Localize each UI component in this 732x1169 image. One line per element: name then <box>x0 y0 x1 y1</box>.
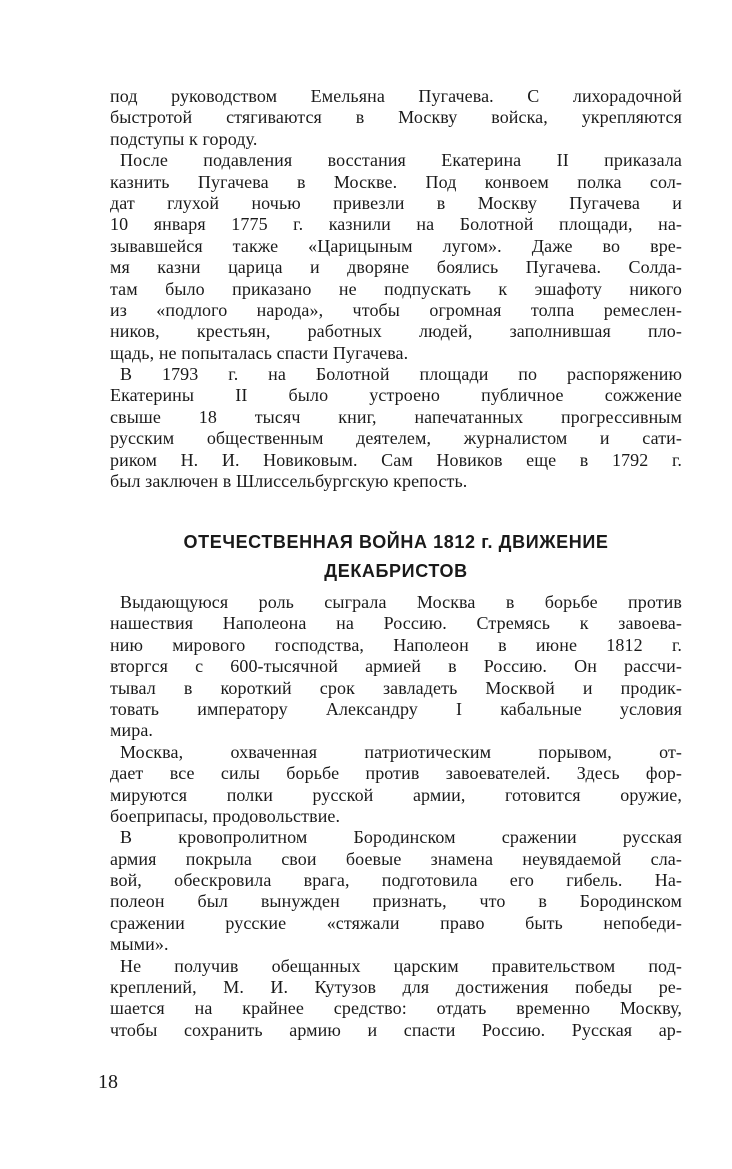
text-line: зывавшейся также «Царицыным лугом». Даже во вре- <box>110 235 682 256</box>
text-line: мира. <box>110 720 154 741</box>
section-heading <box>110 528 682 586</box>
text-line: ников, крестьян, работных людей, заполнившая пло- <box>110 321 682 342</box>
text-line: Москва, охваченная патриотическим порывом, от- <box>120 741 682 762</box>
text-line: был заключен в Шлиссельбургскую крепость. <box>110 471 468 492</box>
text-line: После подавления восстания Екатерина II приказала <box>120 150 682 171</box>
text-line: вторгся с 600-тысячной армией в Россию. Он рассчи- <box>110 656 682 677</box>
text-line: казнить Пугачева в Москве. Под конвоем полка сол- <box>110 171 682 192</box>
text-line: под руководством Емельяна Пугачева. С лихорадочной <box>110 86 682 106</box>
text-line: В кровопролитном Бородинском сражении русская <box>120 827 682 848</box>
text-block-pugachev <box>110 86 682 492</box>
text-block-war-1812 <box>110 592 682 1041</box>
text-line: мируются полки русской армии, готовится оружие, <box>110 784 682 805</box>
section-heading-line-2: ДЕКАБРИСТОВ <box>324 561 468 581</box>
text-line: сражении русские «стяжали право быть непобеди- <box>110 912 682 933</box>
text-line: шается на крайнее средство: отдать временно Москву, <box>110 998 682 1019</box>
text-line: мя казни царица и дворяне боялись Пугачева. Солда- <box>110 257 682 278</box>
text-line: нию мирового господства, Наполеон в июне 1812 г. <box>110 634 682 655</box>
text-line: дает все силы борьбе против завоевателей. Здесь фор- <box>110 763 682 784</box>
text-line: полеон был вынужден признать, что в Бородинском <box>110 891 682 912</box>
text-line: риком Н. И. Новиковым. Сам Новиков еще в 1792 г. <box>110 449 682 470</box>
text-line: Выдающуюся роль сыграла Москва в борьбе против <box>120 592 682 612</box>
text-line: из «подлого народа», чтобы огромная толпа ремеслен- <box>110 299 682 320</box>
text-line: вой, обескровила врага, подготовила его гибель. На- <box>110 870 682 891</box>
section-heading-line-1: ОТЕЧЕСТВЕННАЯ ВОЙНА 1812 г. ДВИЖЕНИЕ <box>183 532 609 552</box>
text-line: подступы к городу. <box>110 128 258 149</box>
text-line: тывал в короткий срок завладеть Москвой и продик- <box>110 677 682 698</box>
text-line: щадь, не попыталась спасти Пугачева. <box>110 342 409 363</box>
text-line: Екатерины II было устроено публичное сожжение <box>110 385 682 406</box>
text-line: дат глухой ночью привезли в Москву Пугачева и <box>110 192 682 213</box>
text-line: нашествия Наполеона на Россию. Стремясь к завоева- <box>110 613 682 634</box>
text-line: свыше 18 тысяч книг, напечатанных прогрессивным <box>110 406 682 427</box>
text-line: 10 января 1775 г. казнили на Болотной площади, на- <box>110 214 682 235</box>
text-line: там было приказано не подпускать к эшафоту никого <box>110 278 682 299</box>
text-line: Не получив обещанных царским правительством под- <box>120 955 682 976</box>
text-line: мыми». <box>110 934 169 955</box>
text-line: русским общественным деятелем, журналистом и сати- <box>110 428 682 449</box>
text-line: армия покрыла свои боевые знамена неувядаемой сла- <box>110 848 682 869</box>
text-line: чтобы сохранить армию и спасти Россию. Русская ар- <box>110 1019 682 1040</box>
page-number: 18 <box>98 1071 118 1093</box>
text-line: В 1793 г. на Болотной площади по распоряжению <box>120 364 682 385</box>
text-line: быстротой стягиваются в Москву войска, укрепляются <box>110 107 682 128</box>
text-line: креплений, М. И. Кутузов для достижения победы ре- <box>110 977 682 998</box>
text-line: боеприпасы, продовольствие. <box>110 805 341 826</box>
text-line: товать императору Александру I кабальные условия <box>110 698 682 719</box>
